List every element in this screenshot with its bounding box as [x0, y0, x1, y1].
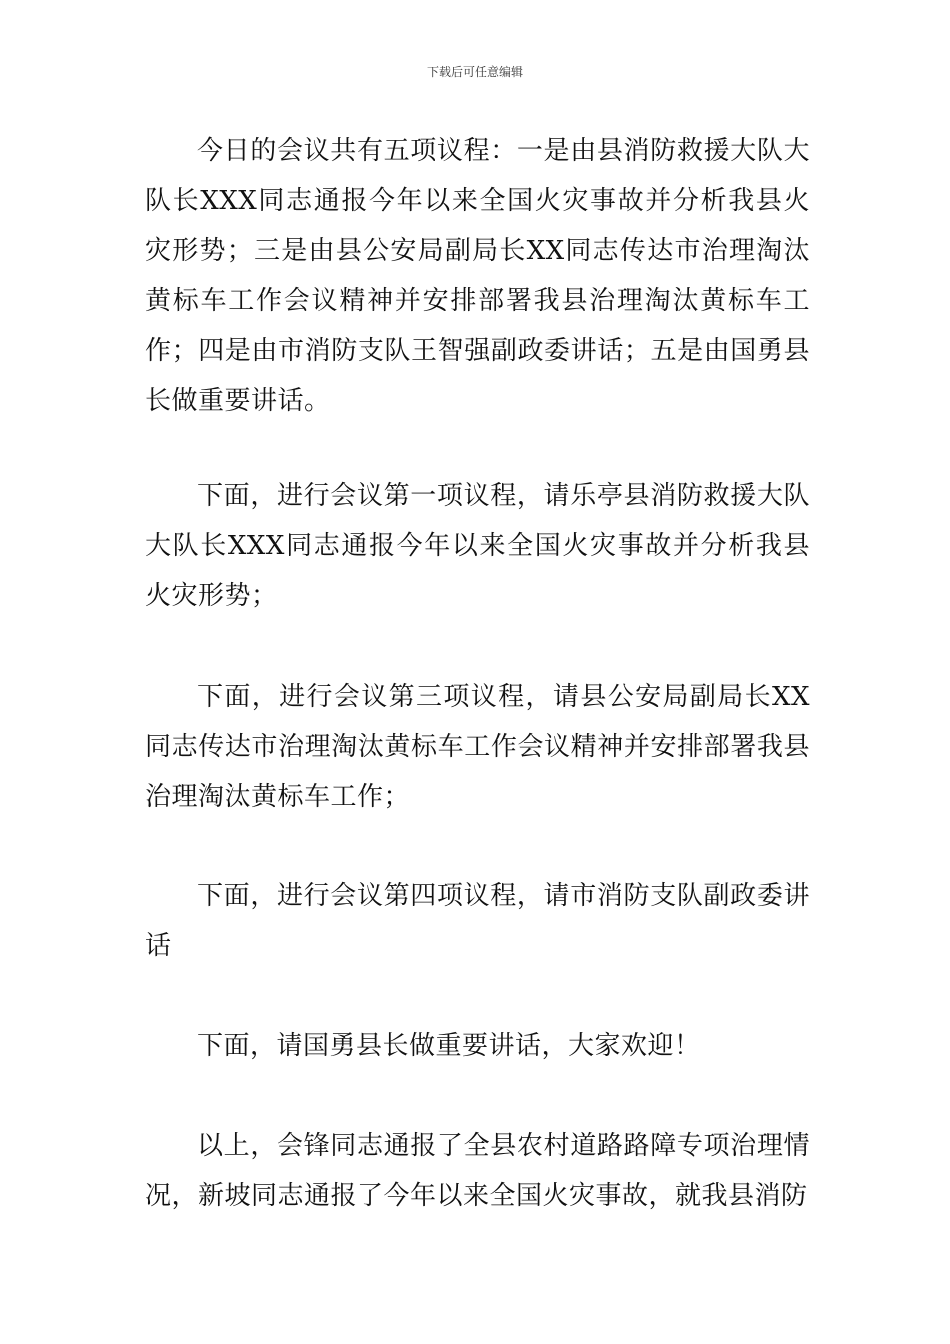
paragraph-agenda-item-three: 下面，进行会议第三项议程，请县公安局副局长XX同志传达市治理淘汰黄标车工作会议精神并安排部署我县治理淘汰黄标车工作；: [145, 682, 810, 812]
paragraph-agenda-overview: 今日的会议共有五项议程：一是由县消防救援大队大队长XXX同志通报今年以来全国火灾事故并分析我县火灾形势；三是由县公安局副局长XX同志传达市治理淘汰黄标车工作会议精神并安排部署我县治理淘汰黄标车工作；四是由市消防支队王智强副政委讲话；五是由国勇县长做重要讲话。: [145, 136, 810, 416]
paragraph-county-head-speech: 下面，请国勇县长做重要讲话，大家欢迎！: [197, 1031, 701, 1061]
paragraph-agenda-item-one: 下面，进行会议第一项议程，请乐亭县消防救援大队大队长XXX同志通报今年以来全国火灾事故并分析我县火灾形势；: [145, 481, 810, 611]
paragraph-summary: 以上，会锋同志通报了全县农村道路路障专项治理情况，新坡同志通报了今年以来全国火灾事故，就我县消防: [145, 1131, 810, 1211]
paragraph-agenda-item-four: 下面，进行会议第四项议程，请市消防支队副政委讲话: [145, 881, 810, 961]
page-header-note: 下载后可任意编辑: [426, 65, 523, 79]
